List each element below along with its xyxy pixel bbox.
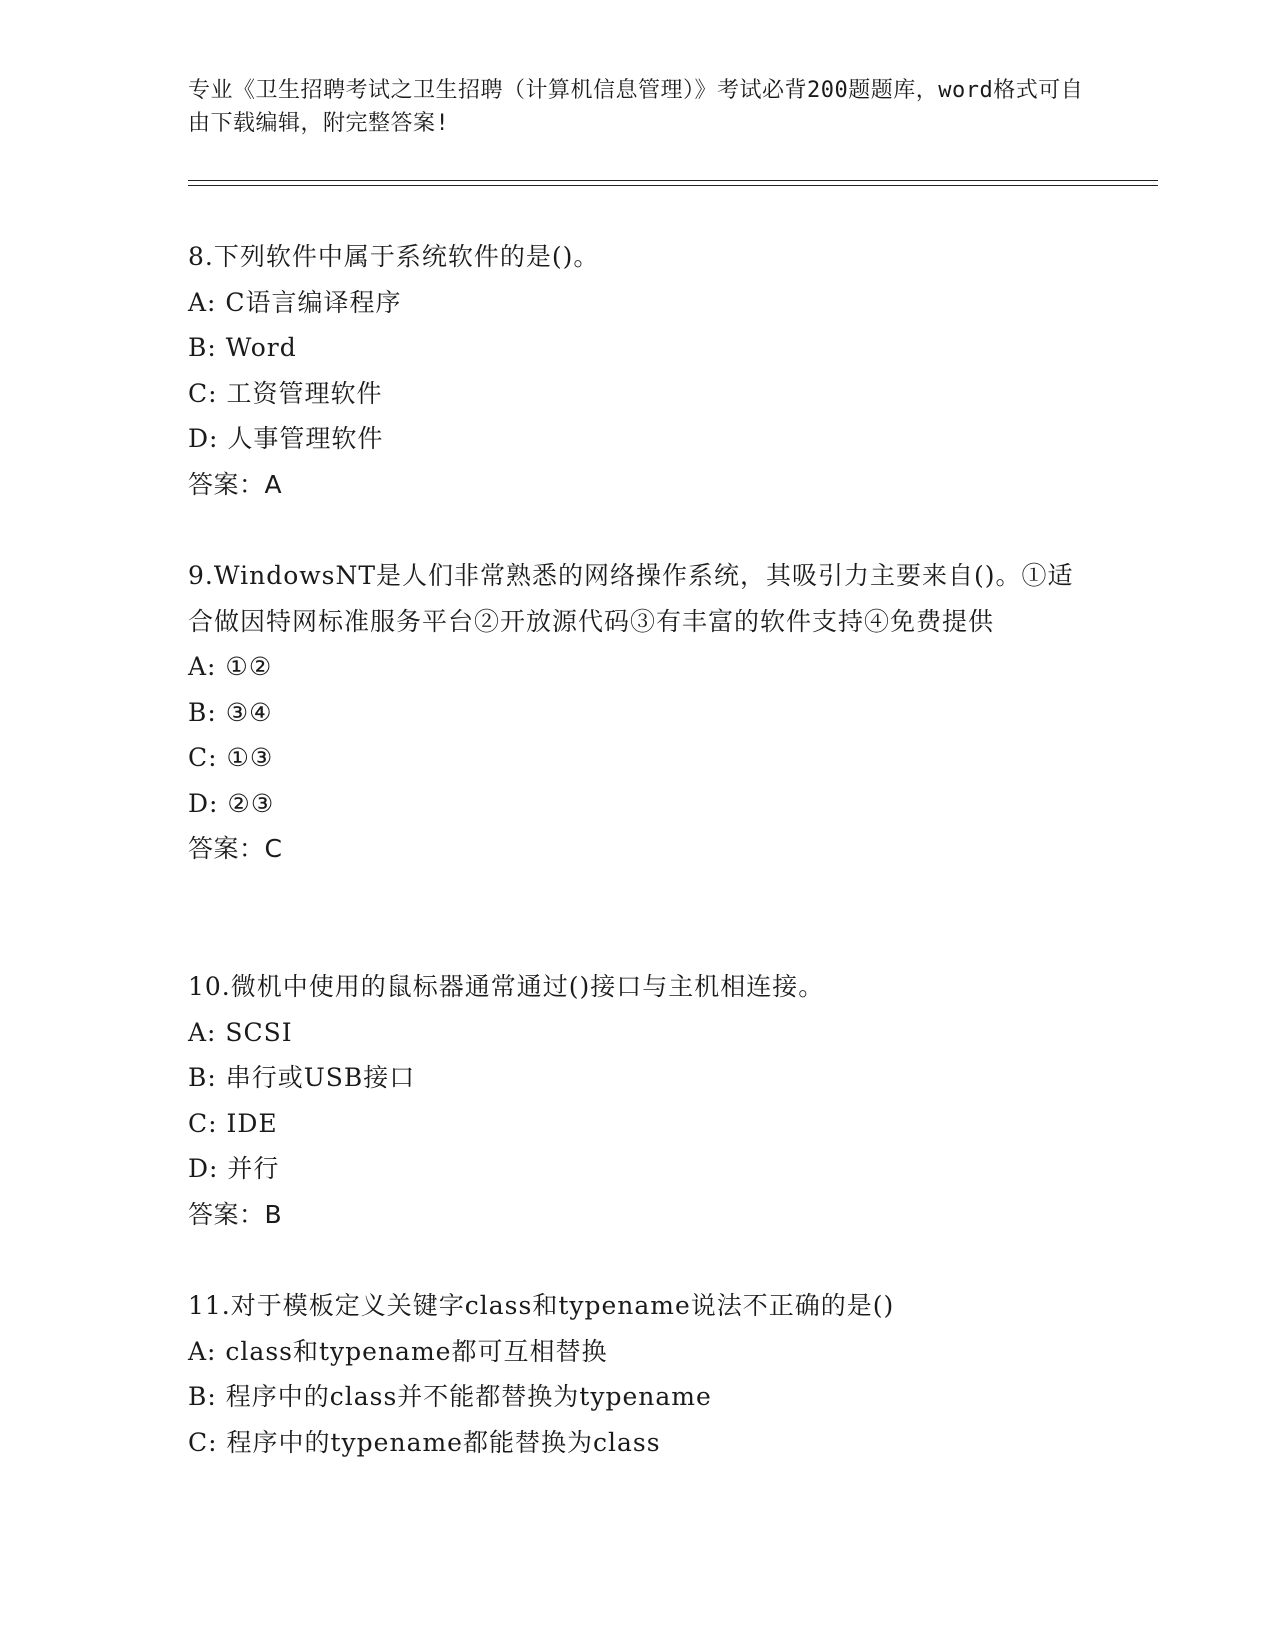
- option-a: A: class和typename都可互相替换: [188, 1336, 608, 1366]
- option-c: C: 工资管理软件: [188, 378, 383, 408]
- question-8: [188, 234, 1088, 507]
- answer-label: 答案：B: [188, 1199, 283, 1229]
- option-d: D: 并行: [188, 1154, 280, 1183]
- option-c: C: IDE: [188, 1108, 278, 1138]
- option-b: B: 程序中的class并不能都替换为typename: [188, 1382, 712, 1411]
- question-11: [188, 1283, 1088, 1465]
- option-a: A: ①②: [188, 652, 273, 681]
- option-d: D: 人事管理软件: [188, 424, 384, 453]
- question-stem: 8.下列软件中属于系统软件的是()。: [188, 242, 600, 271]
- option-b: B: 串行或USB接口: [188, 1063, 416, 1092]
- answer-label: 答案：A: [188, 469, 283, 499]
- header-divider-bottom: [188, 185, 1158, 186]
- option-a: A: SCSI: [188, 1017, 293, 1047]
- question-stem: 9.WindowsNT是人们非常熟悉的网络操作系统，其吸引力主要来自()。①适合做因特网标准服务平台②开放源代码③有丰富的软件支持④免费提供: [188, 561, 1074, 636]
- question-10: [188, 964, 1088, 1237]
- option-b: B: ③④: [188, 697, 273, 727]
- option-d: D: ②③: [188, 788, 275, 818]
- option-a: A: C语言编译程序: [188, 287, 402, 317]
- question-stem: 10.微机中使用的鼠标器通常通过()接口与主机相连接。: [188, 972, 825, 1001]
- option-c: C: 程序中的typename都能替换为class: [188, 1427, 661, 1457]
- question-stem: 11.对于模板定义关键字class和typename说法不正确的是(): [188, 1291, 895, 1320]
- option-b: B: Word: [188, 333, 297, 362]
- document-header: 专业《卫生招聘考试之卫生招聘（计算机信息管理）》考试必背200题题库，word格式可自由下载编辑，附完整答案!: [188, 78, 1084, 136]
- option-c: C: ①③: [188, 743, 274, 772]
- answer-label: 答案：C: [188, 834, 283, 863]
- question-9: [188, 553, 1088, 872]
- header-divider-top: [188, 180, 1158, 181]
